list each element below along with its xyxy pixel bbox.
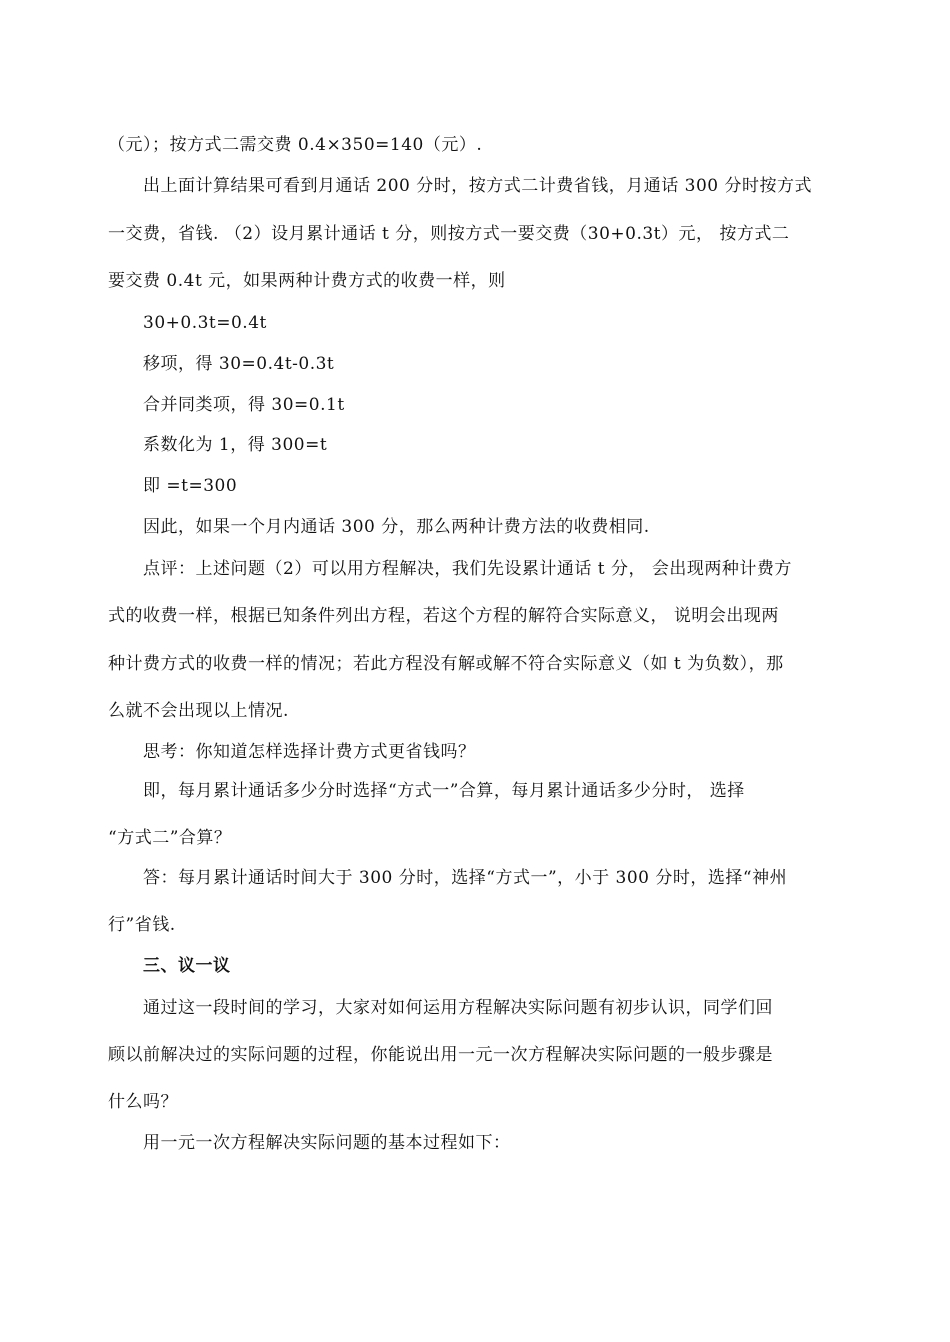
question-line: “方式二”合算？ [108,828,232,848]
comment-line: 式的收费一样，根据已知条件列出方程，若这个方程的解符合实际意义， 说明会出现两 [108,606,779,626]
equation-line: 即 =t=300 [143,476,238,496]
text-line: 因此，如果一个月内通话 300 分，那么两种计费方法的收费相同. [143,517,650,537]
text-line: 用一元一次方程解决实际问题的基本过程如下： [143,1133,511,1153]
question-line: 即，每月累计通话多少分时选择“方式一”合算，每月累计通话多少分时， 选择 [143,781,745,801]
equation-line: 移项，得 30=0.4t-0.3t [143,354,335,374]
text-line: 出上面计算结果可看到月通话 200 分时，按方式二计费省钱，月通话 300 分时按方式 [143,176,813,196]
equation-line: 系数化为 1，得 300=t [143,435,328,455]
text-line: 一交费，省钱. （2）设月累计通话 t 分，则按方式一要交费（30+0.3t）元， 按方式二 [108,224,790,244]
comment-line: 点评：上述问题（2）可以用方程解决，我们先设累计通话 t 分， 会出现两种计费方 [143,559,792,579]
text-line: 顾以前解决过的实际问题的过程，你能说出用一元一次方程解决实际问题的一般步骤是 [108,1045,773,1065]
text-line: 要交费 0.4t 元，如果两种计费方式的收费一样，则 [108,271,506,291]
section-heading: 三、议一议 [143,956,231,976]
comment-line: 种计费方式的收费一样的情况；若此方程没有解或解不符合实际意义（如 t 为负数），那 [108,654,784,674]
equation-line: 合并同类项，得 30=0.1t [143,395,345,415]
answer-line: 答：每月累计通话时间大于 300 分时，选择“方式一”，小于 300 分时，选择“神州 [143,868,788,888]
equation-line: 30+0.3t=0.4t [143,313,267,333]
text-line: 什么吗？ [108,1092,178,1112]
question-line: 思考：你知道怎样选择计费方式更省钱吗？ [143,742,476,762]
comment-line: 么就不会出现以上情况. [108,701,289,721]
text-line: （元）；按方式二需交费 0.4×350=140（元）. [108,135,483,155]
answer-line: 行”省钱. [108,915,176,935]
text-line: 通过这一段时间的学习，大家对如何运用方程解决实际问题有初步认识，同学们回 [143,998,773,1018]
